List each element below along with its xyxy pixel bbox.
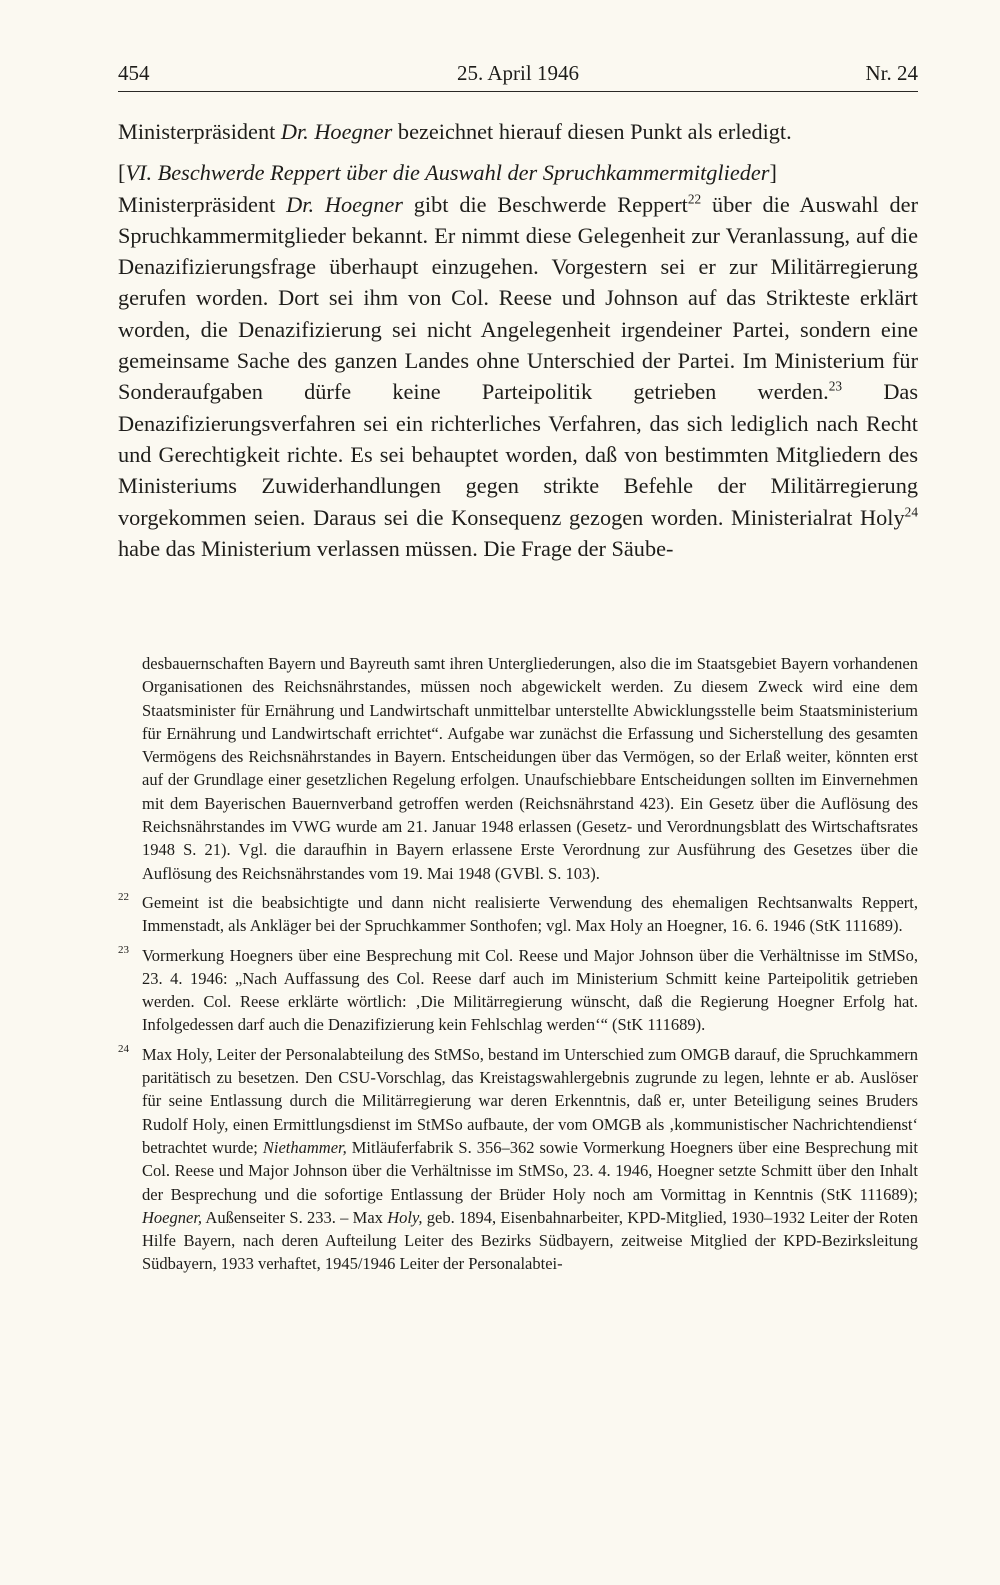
footnote-text: Außenseiter S. 233. – Max bbox=[202, 1207, 388, 1227]
issue-number: Nr. 24 bbox=[865, 61, 918, 85]
text-run: über die Auswahl der Spruchkammermitglieder bekannt. Er nimmt diese Gelegenheit zur Veranlassung, auf die Denazifizierungsfrage überhaupt einzugehen. Vorgestern sei er zur Militärregierung gerufen worden. Dort sei ihm von Col. Reese und Johnson auf das Strikteste erklärt worden, die Denazifizierung sei nicht Angelegenheit irgendeiner Partei, sondern eine gemeinsame Sache des ganzen Landes ohne Unterschied der Partei. Im Ministerium für Sonderaufgaben dürfe keine Parteipolitik getrieben werden. bbox=[118, 191, 918, 405]
footnote-text: Max Holy, Leiter der Personalabteilung des StMSo, bestand im Unterschied zum OMGB darauf, die Spruchkammern paritätisch zu besetzen. Den CSU-Vorschlag, das Kreistagswahlergebnis zugrunde zu legen, lehnte er ab. Auslöser für seine Entlassung durch die Militärregierung war deren Erkenntnis, daß er, unter Beteiligung seines Bruders Rudolf Holy, einen Ermittlungsdienst im StMSo aufbaute, der vom OMGB als ‚kommunistischer Nachrichtendienst‘ betrachtet wurde; bbox=[142, 1044, 918, 1157]
footnote-number: 22 bbox=[118, 890, 129, 903]
footnote-ref-24[interactable]: 24 bbox=[904, 504, 918, 520]
header-rule bbox=[118, 91, 918, 92]
section-heading bbox=[118, 157, 918, 188]
footnote-number: 23 bbox=[118, 943, 129, 956]
footnote-text: Mitläuferfabrik S. 356–362 sowie Vormerkung Hoegners über eine Besprechung mit Col. Reese und Major Johnson über die Verhältnisse im StMSo, 23. 4. 1946, Hoegner setzte Schmitt über den Inhalt der Besprechung und die sofortige Entlassung der Brüder Holy noch am Vormittag in Kenntnis (StK 111689); bbox=[142, 1137, 918, 1204]
footnote-text: Gemeint ist die beabsichtigte und dann nicht realisierte Verwendung des ehemaligen Rechtsanwalts Reppert, Immenstadt, als Ankläger bei der Spruchkammer Sonthofen; vgl. Max Holy an Hoegner, 16. 6. 1946 (StK 111689). bbox=[142, 892, 918, 936]
footnote-continuation: desbauernschaften Bayern und Bayreuth samt ihren Untergliederungen, also die im Staatsgebiet Bayern vorhandenen Organisationen des Reichsnährstandes, müssen noch abgewickelt werden. Zu diesem Zweck wird eine dem Staatsminister für Ernährung und Landwirtschaft unmittelbar unterstellte Abwicklungsstelle beim Staatsministerium für Ernährung und Landwirtschaft errichtet“. Aufgabe war zunächst die Erfassung und Sicherstellung des gesamten Vermögens des Reichsnährstandes in Bayern. Entscheidungen über das Vermögen, so der Erlaß weiter, könnten erst auf der Grundlage einer gesetzlichen Regelung erfolgen. Unaufschiebbare Entscheidungen sollten im Einvernehmen mit dem Bayerischen Bauernverband getroffen werden (Reichsnährstand 423). Ein Gesetz über die Auflösung des Reichsnährstandes im VWG wurde am 21. Januar 1948 erlassen (Gesetz- und Verordnungsblatt des Wirtschaftsrates 1948 S. 21). Vgl. die daraufhin in Bayern erlassene Erste Verordnung zur Ausführung des Gesetzes über die Auflösung des Reichsnährstandes vom 19. Mai 1948 (GVBl. S. 103). bbox=[142, 654, 918, 883]
name-italic: Holy, bbox=[387, 1207, 423, 1227]
text-run: Ministerpräsident bbox=[118, 119, 281, 144]
bracket-open: [ bbox=[118, 160, 126, 186]
name-italic: Dr. Hoegner bbox=[286, 191, 403, 217]
text-run: bezeichnet hierauf diesen Punkt als erledigt. bbox=[392, 119, 792, 144]
section-title: VI. Beschwerde Reppert über die Auswahl der Spruchkammermitglieder bbox=[125, 160, 770, 186]
footnote-text: geb. 1894, Eisenbahnarbeiter, KPD-Mitglied, 1930–1932 Leiter der Roten Hilfe Bayern, nach deren Aufteilung Leiter des Bezirks Südbayern, zeitweise Mitglied der KPD-Bezirksleitung Südbayern, 1933 verhaftet, 1945/1946 Leiter der Personalabtei- bbox=[142, 1207, 919, 1274]
main-text bbox=[118, 116, 918, 564]
paragraph-body bbox=[118, 189, 918, 565]
text-run: habe das Ministerium verlassen müssen. Die Frage der Säube- bbox=[118, 535, 674, 561]
footnote-24 bbox=[118, 1043, 918, 1276]
footnote-22 bbox=[118, 891, 918, 938]
name-italic: Dr. Hoegner bbox=[280, 119, 393, 144]
footnote-ref-23[interactable]: 23 bbox=[828, 378, 843, 394]
running-header bbox=[118, 58, 918, 88]
page-number: 454 bbox=[118, 61, 150, 85]
author-italic: Niethammer, bbox=[262, 1137, 347, 1157]
footnote-number: 24 bbox=[118, 1042, 129, 1055]
text-run: gibt die Beschwerde Reppert bbox=[402, 191, 688, 217]
text-run: Ministerpräsident bbox=[118, 191, 287, 217]
paragraph-closing-item bbox=[118, 116, 918, 147]
footnote-text: Vormerkung Hoegners über eine Besprechung mit Col. Reese und Major Johnson über die Verhältnisse im StMSo, 23. 4. 1946: „Nach Auffassung des Col. Reese darf auch im Ministerium Schmitt keine Parteipolitik getrieben werden. Col. Reese erklärte wörtlich: ‚Die Militärregierung wünscht, daß die Regierung Hoegner Erfolg hat. Infolgedessen darf auch die Denazifizierung kein Fehlschlag werden‘“ (StK 111689). bbox=[142, 945, 918, 1035]
header-date: 25. April 1946 bbox=[457, 61, 579, 85]
author-italic: Hoegner, bbox=[142, 1207, 203, 1227]
footnotes bbox=[118, 652, 918, 1276]
bracket-close: ] bbox=[769, 160, 777, 186]
footnote-23 bbox=[118, 944, 918, 1037]
text-run: Das Denazifizierungsverfahren sei ein richterliches Verfahren, das sich lediglich nach Recht und Gerechtigkeit richte. Es sei behauptet worden, daß von bestimmten Mitgliedern des Ministeriums Zuwiderhandlungen gegen strikte Befehle der Militärregierung vorgekommen seien. Daraus sei die Konsequenz gezogen worden. Ministerialrat Holy bbox=[118, 379, 918, 530]
footnote-ref-22[interactable]: 22 bbox=[687, 191, 702, 207]
